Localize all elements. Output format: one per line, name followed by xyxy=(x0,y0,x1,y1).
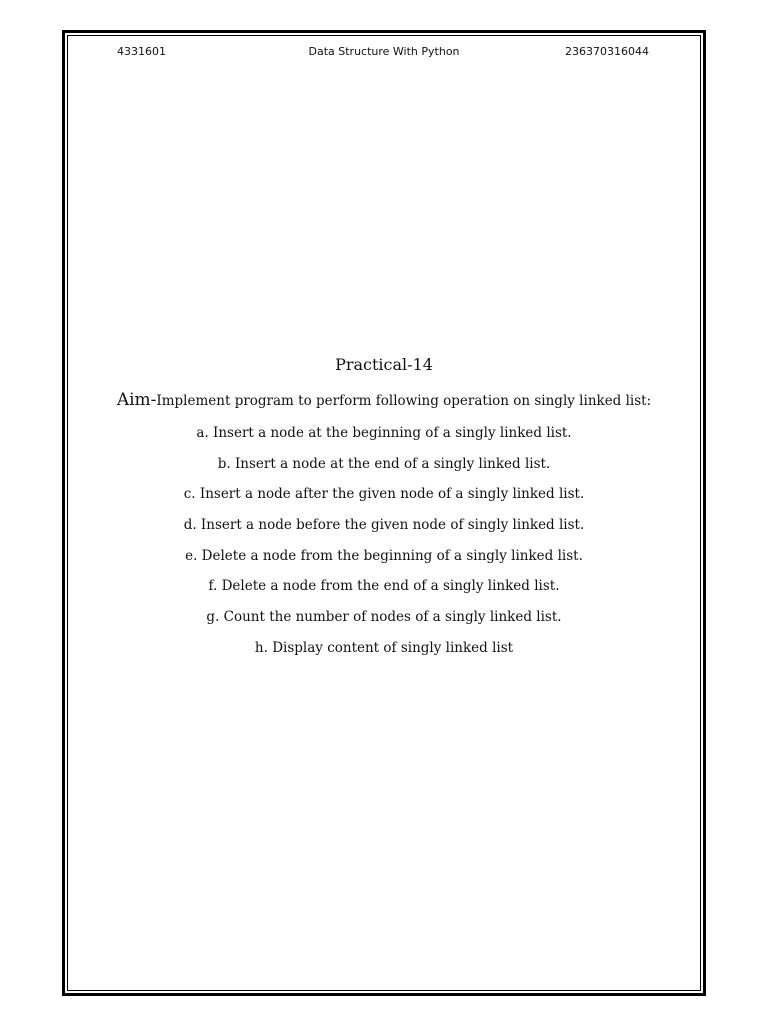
list-item: b. Insert a node at the end of a singly linked list. xyxy=(217,455,551,472)
subject-title: Data Structure With Python xyxy=(308,45,460,58)
page-header xyxy=(0,45,768,63)
operations-list xyxy=(0,423,768,669)
aim-label: Aim- xyxy=(116,390,157,410)
practical-title: Practical-14 xyxy=(335,355,433,374)
aim-statement xyxy=(0,390,768,410)
list-item: e. Delete a node from the beginning of a singly linked list. xyxy=(185,547,583,564)
list-item: d. Insert a node before the given node of singly linked list. xyxy=(183,517,585,534)
course-code: 4331601 xyxy=(117,45,166,58)
enrollment-number: 236370316044 xyxy=(565,45,649,58)
list-item: h. Display content of singly linked list xyxy=(254,639,514,656)
aim-text: Implement program to perform following operation on singly linked list: xyxy=(156,393,652,409)
list-item: c. Insert a node after the given node of a singly linked list. xyxy=(183,486,585,503)
list-item: a. Insert a node at the beginning of a singly linked list. xyxy=(196,425,572,441)
list-item: f. Delete a node from the end of a singly linked list. xyxy=(208,578,560,595)
list-item: g. Count the number of nodes of a singly linked list. xyxy=(206,609,562,626)
